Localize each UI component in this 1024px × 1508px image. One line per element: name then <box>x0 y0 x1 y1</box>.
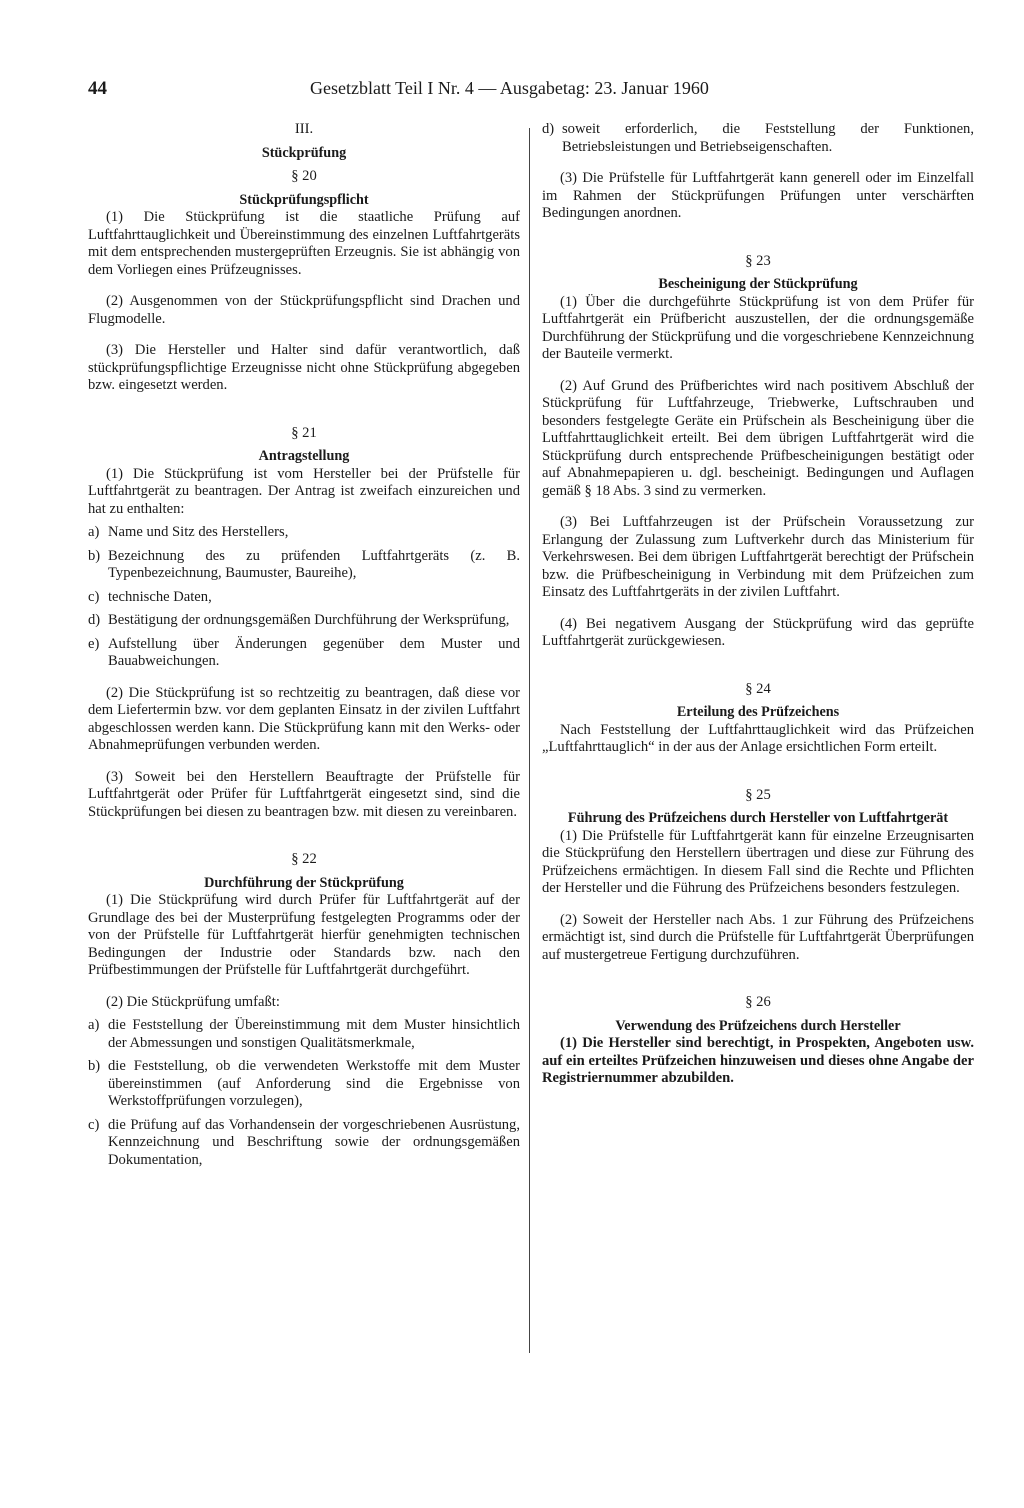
section-22-paragraph-2: (2) Die Stückprüfung umfaßt: <box>106 993 280 1010</box>
part-number: III. <box>294 121 314 137</box>
section-25-title: Führung des Prüfzeichens durch Hersteller von Luftfahrtgerät <box>567 810 949 826</box>
item-text: Name und Sitz des Herstellers, <box>108 524 289 540</box>
section-23-paragraph-1: (1) Über die durchgeführte Stückprüfung ist von dem Prüfer für Luftfahrtgerät ein Prüfbericht auszustellen, der die ordnungsgemäße Durchführung der Stückprüfung und die vorgeschriebene Kennzeichnung der Bauteile vermerkt. <box>542 293 974 362</box>
section-26-paragraph-1: (1) Die Hersteller sind berechtigt, in Prospekten, Angeboten usw. auf ein erteiltes Prüfzeichen hinzuweisen und dieses ohne Angabe der Registriernummer abzubilden. <box>542 1035 974 1086</box>
section-22-paragraph-3: (3) Die Prüfstelle für Luftfahrtgerät kann generell oder im Einzelfall im Rahmen der Stückprüfungen Prüfungen unter verschärften Bedingungen anordnen. <box>542 170 974 221</box>
page-header <box>88 78 776 106</box>
section-21-number: § 21 <box>291 424 317 441</box>
section-24-paragraph-1: Nach Feststellung der Luftfahrttauglichkeit wird das Prüfzeichen „Luftfahrttauglich“ in der aus der Anlage ersichtlichen Form erteilt. <box>542 721 974 755</box>
section-21-item-c <box>88 589 520 607</box>
section-21-paragraph-3: (3) Soweit bei den Herstellern Beauftragte der Prüfstelle für Luftfahrtgerät oder Prüfer für Luftfahrtgerät eingesetzt sind, sind die Stückprüfungen bei diesen zu beantragen bzw. mit diesen zu vereinbaren. <box>88 768 520 820</box>
section-22-paragraph-1: (1) Die Stückprüfung wird durch Prüfer für Luftfahrtgerät auf der Grundlage des bei der Musterprüfung festgelegten Programms oder der von der Prüfstelle für Luftfahrtgerät hierfür genehmigten technischen Bedingungen der Industrie oder Standards bzw. nach den Prüfbestimmungen der Prüfstelle für Luftfahrtgerät durchgeführt. <box>88 892 520 978</box>
section-20-title: Stückprüfungspflicht <box>239 191 369 208</box>
section-21-paragraph-1: (1) Die Stückprüfung ist vom Hersteller bei der Prüfstelle für Luftfahrtgerät zu beantragen. Der Antrag ist zweifach einzureichen und hat zu enthalten: <box>88 465 520 517</box>
item-label: b) <box>88 1058 101 1074</box>
section-25-paragraph-2: (2) Soweit der Hersteller nach Abs. 1 zur Führung des Prüfzeichens ermächtigt ist, sind durch die Prüfstelle für Luftfahrtgerät Überprüfungen auf mustergetreue Fertigung durchzuführen. <box>542 911 974 963</box>
item-text: die Prüfung auf das Vorhandensein der vorgeschriebenen Ausrüstung, Kennzeichnung und Beschriftung sowie der ordnungsgemäßen Dokumentation, <box>108 1116 520 1168</box>
section-22-item-a <box>88 1017 520 1052</box>
section-20-paragraph-3: (3) Die Hersteller und Halter sind dafür verantwortlich, daß stückprüfungspflichtige Erzeugnisse nicht ohne Stückprüfung abgegeben bzw. eingesetzt werden. <box>88 342 520 393</box>
item-text: technische Daten, <box>108 588 212 605</box>
part-title: Stückprüfung <box>261 144 347 161</box>
item-label: c) <box>88 1116 100 1133</box>
item-text: die Feststellung der Übereinstimmung mit dem Muster hinsichtlich der Abmessungen und sonstigen Qualitätsmerkmale, <box>108 1017 520 1051</box>
section-20-paragraph-1: (1) Die Stückprüfung ist die staatliche Prüfung auf Luftfahrttauglichkeit und Übereinstimmung des einzelnen Luftfahrtgeräts mit dem entsprechenden mustergeprüften Erzeugnis. Sie ist abhängig von dem Vorliegen eines Prüfzeugnisses. <box>88 209 520 278</box>
section-22-item-b <box>88 1058 520 1111</box>
item-label: d) <box>542 121 555 137</box>
item-label: e) <box>88 635 100 652</box>
section-21-title: Antragstellung <box>258 448 350 464</box>
section-21-item-d <box>88 612 520 630</box>
section-21-paragraph-2: (2) Die Stückprüfung ist so rechtzeitig zu beantragen, daß diese vor dem Liefertermin bzw. vor dem geplanten Einsatz in der zivilen Luftfahrt abgeschlossen werden kann. Die Stückprüfung kann mit den Werks- oder Abnahmeprüfungen verbunden werden. <box>88 684 520 753</box>
item-text: die Feststellung, ob die verwendeten Werkstoffe mit dem Muster übereinstimmen (auf Anforderung sind die Ergebnisse von Werkstoffprüfungen vorzulegen), <box>108 1058 520 1109</box>
section-23-paragraph-2: (2) Auf Grund des Prüfberichtes wird nach positivem Abschluß der Stückprüfung für Luftfahrzeuge, Triebwerke, Luftschrauben und besonders festgelegte Geräte ein Prüfschein als Bescheinigung über die Luftfahrttauglichkeit erteilt. Bei dem übrigen Luftfahrtgerät wird die Stückprüfung durch entsprechende Prüfbescheinigungen bestätigt oder auf Abnahmepapieren u. dgl. bescheinigt. Bedingungen und Auflagen gemäß § 18 Abs. 3 sind zu vermerken. <box>542 377 974 499</box>
item-label: c) <box>88 588 100 605</box>
section-20-paragraph-2: (2) Ausgenommen von der Stückprüfungspflicht sind Drachen und Flugmodelle. <box>88 293 520 327</box>
section-24-number: § 24 <box>745 680 771 697</box>
page-number: 44 <box>88 78 107 99</box>
section-25-paragraph-1: (1) Die Prüfstelle für Luftfahrtgerät kann für einzelne Erzeugnisarten die Stückprüfung den Herstellern übertragen und diese zur Führung des Prüfzeichens ermächtigen. In diesem Fall sind die Rechte und Pflichten der Hersteller und die Führung des Prüfzeichens besonders festzulegen. <box>542 827 974 896</box>
item-text: soweit erforderlich, die Feststellung der Funktionen, Betriebsleistungen und Betriebseigenschaften. <box>562 121 974 155</box>
section-22-title: Durchführung der Stückprüfung <box>204 874 404 891</box>
section-21-item-b <box>88 548 520 583</box>
section-22-number: § 22 <box>291 851 317 867</box>
section-26-number: § 26 <box>745 994 771 1010</box>
section-25-number: § 25 <box>745 786 771 803</box>
section-24-title: Erteilung des Prüfzeichens <box>676 704 840 720</box>
item-text: Bezeichnung des zu prüfenden Luftfahrtgeräts (z. B. Typenbezeichnung, Baumuster, Baureihe), <box>108 547 520 581</box>
item-label: b) <box>88 547 101 564</box>
item-text: Aufstellung über Änderungen gegenüber dem Muster und Bauabweichungen. <box>108 635 520 669</box>
left-column <box>88 121 520 1169</box>
column-divider <box>529 128 530 1353</box>
section-23-paragraph-4: (4) Bei negativem Ausgang der Stückprüfung wird das geprüfte Luftfahrtgerät zurückgewiesen. <box>542 615 974 649</box>
section-21-item-a <box>88 524 520 542</box>
item-label: a) <box>88 524 100 540</box>
section-22-item-c <box>88 1117 520 1170</box>
header-title: Gesetzblatt Teil I Nr. 4 — Ausgabetag: 23. Januar 1960 <box>310 78 709 98</box>
item-text: Bestätigung der ordnungsgemäßen Durchführung der Werksprüfung, <box>108 612 510 628</box>
right-column <box>542 121 974 1088</box>
section-21-item-e <box>88 636 520 671</box>
section-20-number: § 20 <box>291 168 317 184</box>
item-label: a) <box>88 1017 100 1033</box>
item-label: d) <box>88 612 101 628</box>
section-23-title: Bescheinigung der Stückprüfung <box>658 276 858 292</box>
section-26-title: Verwendung des Prüfzeichens durch Hersteller <box>615 1017 901 1034</box>
section-23-paragraph-3: (3) Bei Luftfahrzeugen ist der Prüfschein Voraussetzung zur Erlangung der Zulassung zum Luftverkehr durch das Ministerium für Verkehrswesen. Bei dem übrigen Luftfahrtgerät berechtigt der Prüfschein bzw. die Prüfbescheinigung in Verbindung mit dem Prüfzeichen zum Einsatz des Luftfahrtgeräts in der zivilen Luftfahrt. <box>542 514 974 600</box>
section-23-number: § 23 <box>745 252 771 269</box>
section-22-item-d <box>542 121 974 156</box>
